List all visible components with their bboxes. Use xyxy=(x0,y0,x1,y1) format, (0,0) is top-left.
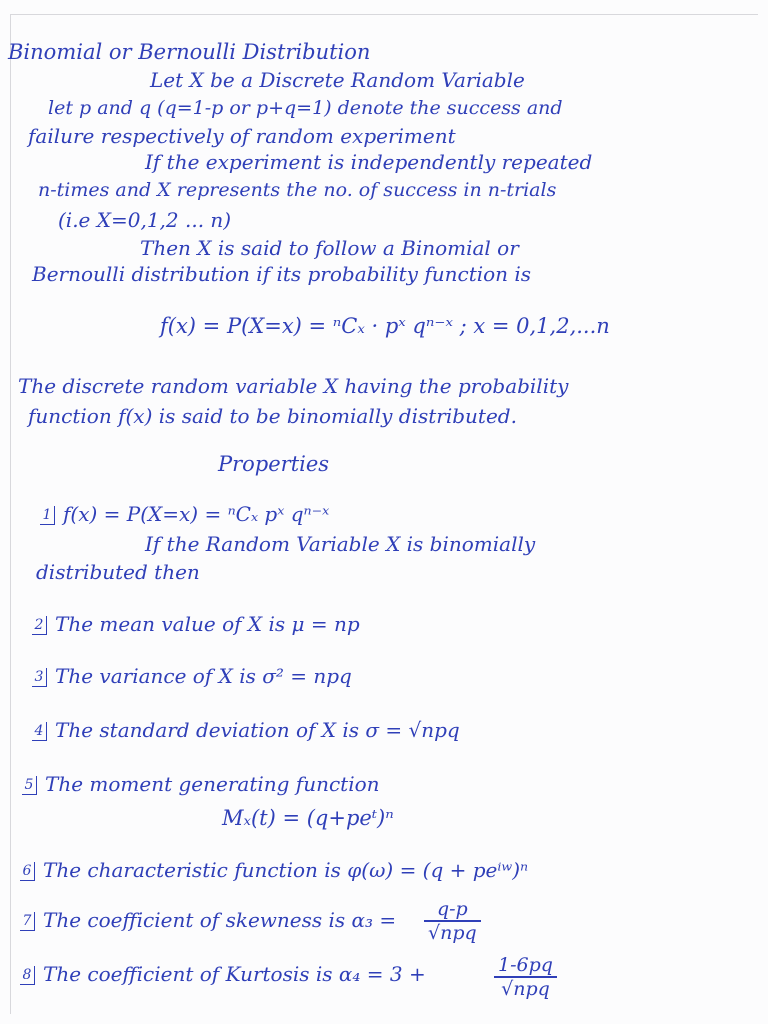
property-number: 3 xyxy=(32,668,47,687)
skewness-fraction xyxy=(424,898,481,944)
property-number: 2 xyxy=(32,616,47,635)
property-text: f(x) = P(X=x) = ⁿCₓ pˣ qⁿ⁻ˣ xyxy=(63,502,330,526)
fraction-denominator: √npq xyxy=(501,978,550,1000)
property-text: The standard deviation of X is σ = √npq xyxy=(55,718,460,742)
page-title: Binomial or Bernoulli Distribution xyxy=(8,40,371,64)
property-text: The coefficient of skewness is α₃ = xyxy=(43,908,397,932)
intro-line: Bernoulli distribution if its probability function is xyxy=(32,262,532,286)
intro-line: n-times and X represents the no. of success in n-trials xyxy=(38,179,557,201)
intro-line: let p and q (q=1-p or p+q=1) denote the success and xyxy=(48,97,563,119)
property-text: If the Random Variable X is binomially xyxy=(145,532,536,556)
property-item xyxy=(32,664,352,688)
property-text: The mean value of X is μ = np xyxy=(55,612,360,636)
fraction-numerator: q-p xyxy=(424,898,481,922)
pmf-formula: f(x) = P(X=x) = ⁿCₓ · pˣ qⁿ⁻ˣ ; x = 0,1,2,...n xyxy=(160,314,610,338)
intro-line: Let X be a Discrete Random Variable xyxy=(150,68,525,92)
property-item xyxy=(22,772,380,796)
fraction-numerator: 1-6pq xyxy=(494,954,557,978)
property-number: 7 xyxy=(20,912,35,931)
property-text: The moment generating function xyxy=(45,772,380,796)
page-edge-top xyxy=(10,14,758,15)
property-text: distributed then xyxy=(36,560,200,584)
properties-heading: Properties xyxy=(218,452,330,476)
property-text: The coefficient of Kurtosis is α₄ = 3 + xyxy=(43,962,426,986)
property-item xyxy=(40,502,329,526)
property-item xyxy=(20,962,426,986)
property-item xyxy=(32,718,460,742)
property-item xyxy=(20,858,528,882)
property-number: 8 xyxy=(20,966,35,985)
intro-line: (i.e X=0,1,2 ... n) xyxy=(58,208,232,232)
kurtosis-fraction xyxy=(494,954,557,1000)
intro-line: Then X is said to follow a Binomial or xyxy=(140,236,519,260)
fraction-denominator: √npq xyxy=(428,922,477,944)
property-text: Mₓ(t) = (q+peᵗ)ⁿ xyxy=(222,806,394,830)
property-item xyxy=(20,908,396,932)
property-text: The variance of X is σ² = npq xyxy=(55,664,352,688)
property-number: 6 xyxy=(20,862,35,881)
page-edge-left xyxy=(10,14,11,1014)
definition-line: The discrete random variable X having the probability xyxy=(18,374,569,398)
property-item xyxy=(32,612,360,636)
property-number: 4 xyxy=(32,722,47,741)
property-text: The characteristic function is φ(ω) = (q + peⁱʷ)ⁿ xyxy=(43,858,529,882)
property-number: 5 xyxy=(22,776,37,795)
intro-line: If the experiment is independently repeated xyxy=(145,150,593,174)
intro-line: failure respectively of random experiment xyxy=(28,124,456,148)
property-number: 1 xyxy=(40,506,55,525)
definition-line: function f(x) is said to be binomially distributed. xyxy=(28,404,517,428)
